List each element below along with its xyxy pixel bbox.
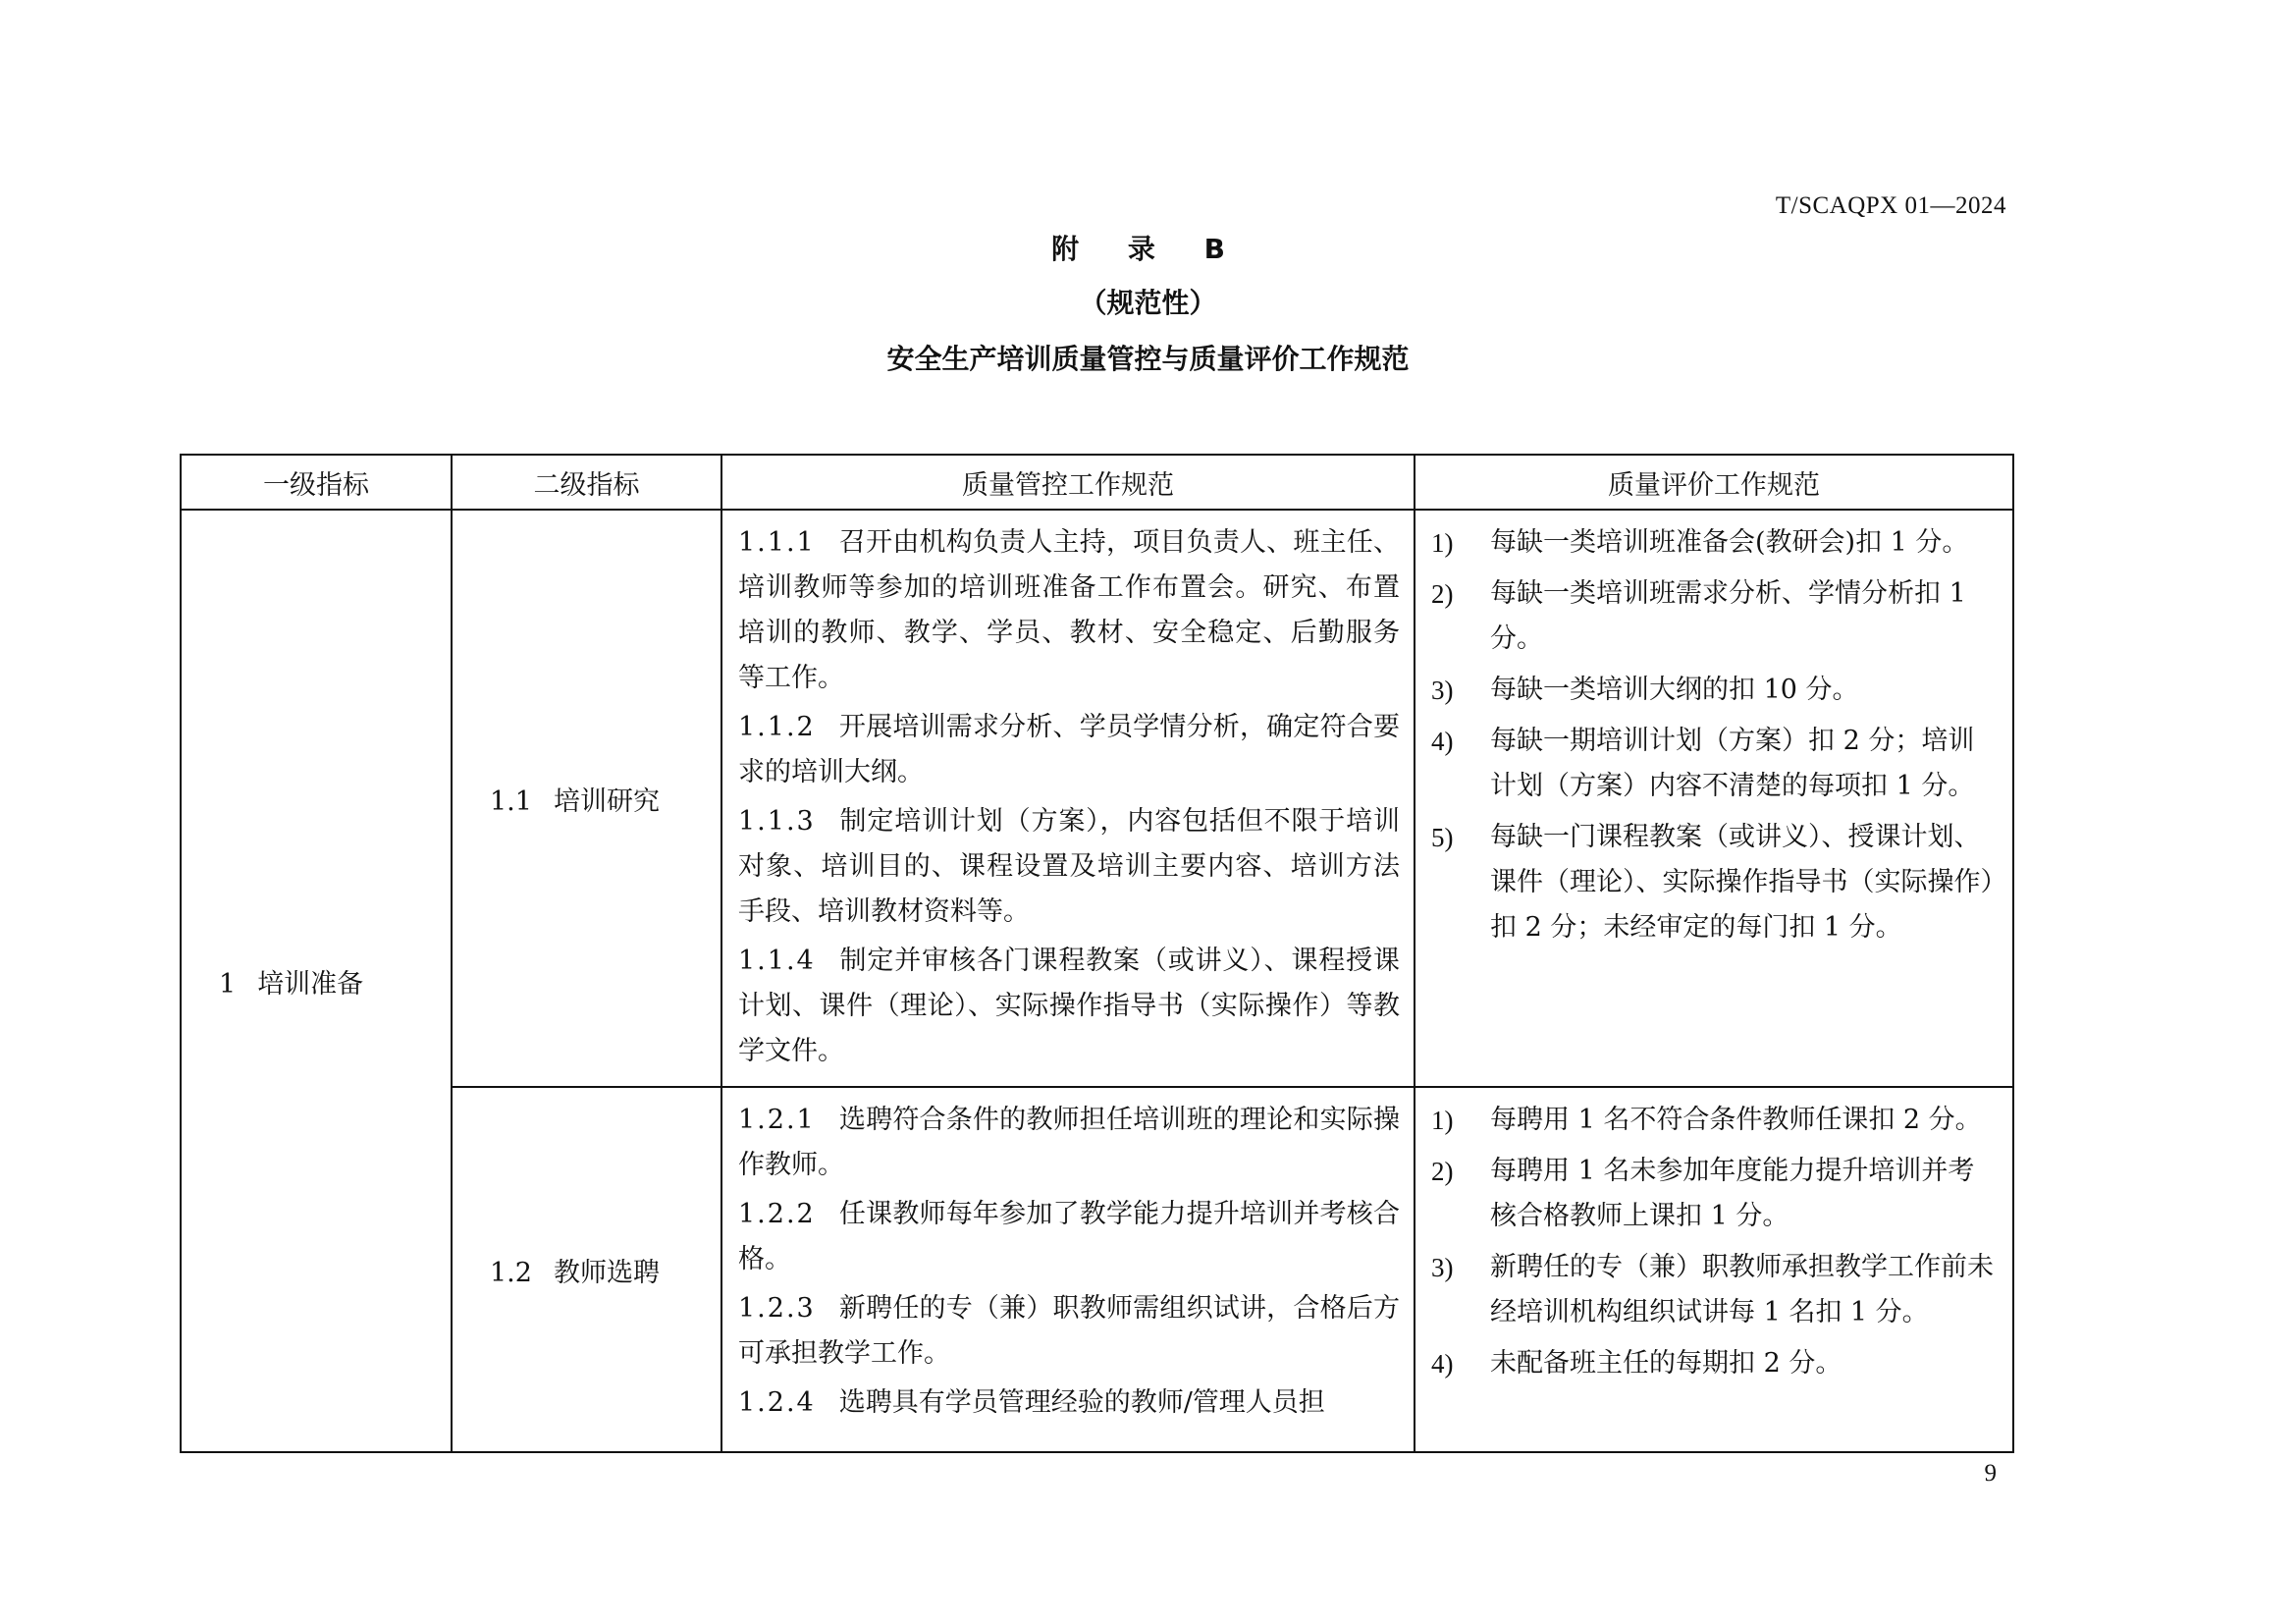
- evaluation-text: 新聘任的专（兼）职教师承担教学工作前未经培训机构组织试讲每 1 名扣 1 分。: [1490, 1252, 1994, 1327]
- control-text: 新聘任的专（兼）职教师需组织试讲，合格后方可承担教学工作。: [738, 1293, 1400, 1369]
- control-item: [738, 1286, 1400, 1377]
- evaluation-text: 每聘用 1 名未参加年度能力提升培训并考核合格教师上课扣 1 分。: [1490, 1156, 1975, 1231]
- page-title: 安全生产培训质量管控与质量评价工作规范: [886, 343, 1410, 375]
- level2-number: 1.1: [490, 785, 532, 817]
- evaluation-item: [1431, 1149, 1999, 1239]
- control-number: 1.2.3: [738, 1293, 816, 1324]
- control-cell: [721, 510, 1415, 1087]
- evaluation-number: 1): [1431, 528, 1454, 558]
- table-header-row: [181, 455, 2013, 510]
- level2-cell: [452, 1087, 721, 1452]
- header-control: 质量管控工作规范: [721, 455, 1415, 510]
- control-number: 1.2.4: [738, 1387, 816, 1418]
- level2-cell: [452, 510, 721, 1087]
- evaluation-text: 未配备班主任的每期扣 2 分。: [1490, 1348, 1842, 1379]
- evaluation-item: [1431, 815, 1999, 950]
- control-number: 1.1.1: [738, 527, 816, 558]
- page-number: 9: [1984, 1460, 1997, 1487]
- control-number: 1.2.1: [738, 1105, 816, 1135]
- control-number: 1.1.4: [738, 946, 816, 976]
- control-item: [738, 1098, 1400, 1188]
- control-text: 召开由机构负责人主持，项目负责人、班主任、培训教师等参加的培训班准备工作布置会。研究、布置培训的教师、教学、学员、教材、安全稳定、后勤服务等工作。: [738, 527, 1400, 693]
- evaluation-number: 2): [1431, 1157, 1454, 1186]
- level2-label: 教师选聘: [553, 1257, 660, 1288]
- control-text: 选聘符合条件的教师担任培训班的理论和实际操作教师。: [738, 1105, 1400, 1180]
- evaluation-item: [1431, 719, 1999, 809]
- control-item: [738, 705, 1400, 795]
- control-item: [738, 1380, 1400, 1426]
- control-number: 1.2.2: [738, 1199, 816, 1229]
- evaluation-item: [1431, 571, 1999, 662]
- header-evaluation: 质量评价工作规范: [1415, 455, 2013, 510]
- evaluation-item: [1431, 668, 1999, 713]
- level1-cell: [181, 510, 452, 1452]
- document-code: T/SCAQPX 01—2024: [1775, 192, 2006, 219]
- evaluation-number: 1): [1431, 1106, 1454, 1135]
- evaluation-number: 2): [1431, 579, 1454, 609]
- appendix-heading: 附 录 B: [1051, 233, 1245, 265]
- evaluation-number: 5): [1431, 823, 1454, 852]
- evaluation-item: [1431, 1245, 1999, 1335]
- control-number: 1.1.2: [738, 712, 816, 742]
- evaluation-cell: [1415, 510, 2013, 1087]
- evaluation-number: 3): [1431, 676, 1454, 705]
- level2-number: 1.2: [490, 1257, 532, 1288]
- evaluation-text: 每缺一类培训班准备会(教研会)扣 1 分。: [1490, 527, 1969, 558]
- appendix-type: （规范性）: [1079, 287, 1217, 319]
- level1-label: 培训准备: [257, 968, 364, 1000]
- table-row: [181, 1087, 2013, 1452]
- evaluation-number: 3): [1431, 1253, 1454, 1282]
- evaluation-number: 4): [1431, 1349, 1454, 1379]
- evaluation-text: 每缺一期培训计划（方案）扣 2 分；培训计划（方案）内容不清楚的每项扣 1 分。: [1490, 726, 1975, 801]
- spec-table: [180, 454, 2014, 1453]
- evaluation-number: 4): [1431, 727, 1454, 756]
- evaluation-item: [1431, 520, 1999, 566]
- evaluation-item: [1431, 1341, 1999, 1386]
- control-number: 1.1.3: [738, 806, 816, 837]
- header-level2: 二级指标: [452, 455, 721, 510]
- control-cell: [721, 1087, 1415, 1452]
- control-text: 制定并审核各门课程教案（或讲义）、课程授课计划、课件（理论）、实际操作指导书（实际操作）等教学文件。: [738, 946, 1400, 1066]
- evaluation-text: 每聘用 1 名不符合条件教师任课扣 2 分。: [1490, 1105, 1982, 1135]
- evaluation-cell: [1415, 1087, 2013, 1452]
- evaluation-text: 每缺一类培训大纲的扣 10 分。: [1490, 675, 1859, 705]
- control-text: 任课教师每年参加了教学能力提升培训并考核合格。: [738, 1199, 1400, 1274]
- table-row: [181, 510, 2013, 1087]
- control-item: [738, 1192, 1400, 1282]
- control-item: [738, 520, 1400, 701]
- control-text: 制定培训计划（方案），内容包括但不限于培训对象、培训目的、课程设置及培训主要内容、培训方法手段、培训教材资料等。: [738, 806, 1400, 927]
- evaluation-text: 每缺一门课程教案（或讲义）、授课计划、课件（理论）、实际操作指导书（实际操作）扣 2 分；未经审定的每门扣 1 分。: [1490, 822, 1994, 943]
- header-level1: 一级指标: [181, 455, 452, 510]
- control-item: [738, 939, 1400, 1074]
- evaluation-text: 每缺一类培训班需求分析、学情分析扣 1 分。: [1490, 578, 1966, 654]
- control-text: 选聘具有学员管理经验的教师/管理人员担: [838, 1387, 1325, 1418]
- control-text: 开展培训需求分析、学员学情分析，确定符合要求的培训大纲。: [738, 712, 1400, 787]
- evaluation-item: [1431, 1098, 1999, 1143]
- level2-label: 培训研究: [553, 785, 660, 817]
- level1-number: 1: [219, 968, 237, 1000]
- control-item: [738, 799, 1400, 935]
